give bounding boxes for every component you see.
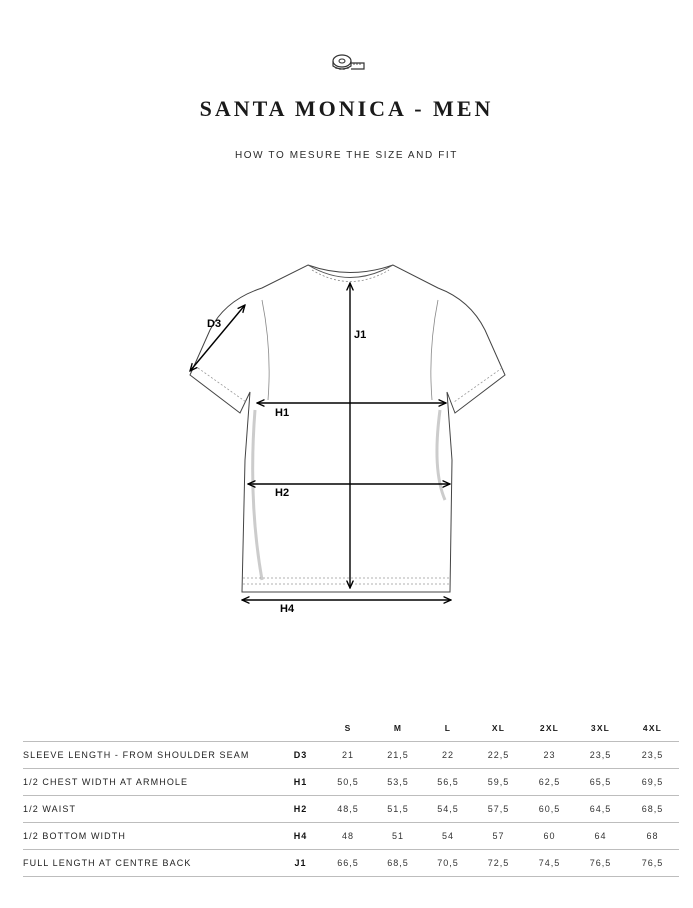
size-value: 65,5 [575,769,626,796]
size-value: 69,5 [626,769,679,796]
size-value: 59,5 [473,769,524,796]
size-header: 3XL [575,714,626,742]
measurement-code: H2 [278,796,323,823]
page-subtitle: HOW TO MESURE THE SIZE AND FIT [234,150,459,161]
size-value: 68,5 [626,796,679,823]
size-value: 76,5 [626,850,679,877]
measurement-label: 1/2 BOTTOM WIDTH [23,823,278,850]
table-row [23,850,679,877]
size-value: 56,5 [423,769,473,796]
table-row [23,769,679,796]
size-value: 57,5 [473,796,524,823]
measurement-label: SLEEVE LENGTH - FROM SHOULDER SEAM [23,742,278,769]
size-value: 21 [323,742,373,769]
measurement-code: J1 [278,850,323,877]
size-value: 22 [423,742,473,769]
size-value: 48 [323,823,373,850]
size-value: 21,5 [373,742,423,769]
size-header: L [423,714,473,742]
size-value: 51 [373,823,423,850]
label-d3: D3 [207,318,222,330]
size-value: 62,5 [524,769,575,796]
label-h2: H2 [275,487,290,499]
size-value: 22,5 [473,742,524,769]
size-value: 53,5 [373,769,423,796]
size-value: 50,5 [323,769,373,796]
size-header: 2XL [524,714,575,742]
size-header-row [23,714,679,742]
size-value: 60,5 [524,796,575,823]
size-value: 64 [575,823,626,850]
size-value: 57 [473,823,524,850]
size-value: 54,5 [423,796,473,823]
size-value: 51,5 [373,796,423,823]
page-title: SANTA MONICA - MEN [199,96,494,121]
measurement-label: 1/2 WAIST [23,796,278,823]
measuring-tape-icon [330,52,370,74]
label-h1: H1 [275,407,290,419]
size-value: 74,5 [524,850,575,877]
label-j1: J1 [354,329,367,341]
size-value: 68 [626,823,679,850]
measurement-code: H1 [278,769,323,796]
size-value: 23,5 [575,742,626,769]
size-value: 60 [524,823,575,850]
size-value: 70,5 [423,850,473,877]
size-value: 23 [524,742,575,769]
size-value: 66,5 [323,850,373,877]
size-value: 72,5 [473,850,524,877]
measurement-label: FULL LENGTH AT CENTRE BACK [23,850,278,877]
label-h4: H4 [280,603,295,615]
size-value: 76,5 [575,850,626,877]
size-value: 48,5 [323,796,373,823]
size-table [23,714,679,877]
size-value: 68,5 [373,850,423,877]
size-value: 64,5 [575,796,626,823]
size-value: 54 [423,823,473,850]
size-header: XL [473,714,524,742]
measurement-code: D3 [278,742,323,769]
table-row [23,796,679,823]
measurement-label: 1/2 CHEST WIDTH AT ARMHOLE [23,769,278,796]
table-row [23,823,679,850]
size-value: 23,5 [626,742,679,769]
measurement-code: H4 [278,823,323,850]
size-header: 4XL [626,714,679,742]
tshirt-measurement-diagram [180,255,510,625]
table-row [23,742,679,769]
size-header: M [373,714,423,742]
size-header: S [323,714,373,742]
